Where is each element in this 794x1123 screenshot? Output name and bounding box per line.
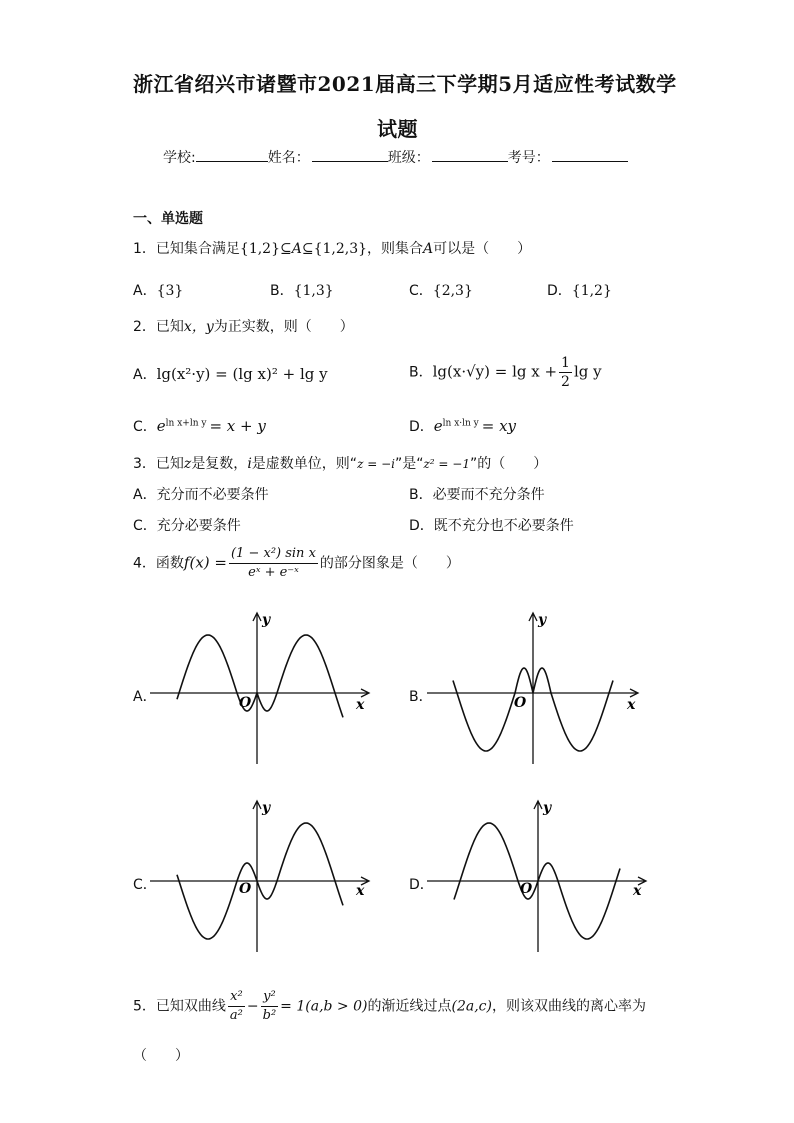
frac-numerator: (1 − x²) sin x	[229, 545, 318, 564]
q1-subset-symbol-2: ⊆	[301, 241, 314, 257]
info-line	[163, 147, 628, 167]
q5-point: (2a,c)	[451, 998, 492, 1015]
q4-prefix: 4．函数	[133, 555, 184, 572]
q5-equation-rhs: = 1(a,b > 0)	[280, 998, 368, 1015]
option-text: {1,3}	[293, 283, 334, 299]
q2-option-b[interactable]	[409, 354, 602, 391]
q4-fraction	[229, 545, 318, 582]
q3-condition-2: z² = −1	[423, 457, 470, 471]
q3-var-z: z	[183, 456, 192, 472]
option-text: {3}	[156, 283, 184, 299]
x-label: x	[356, 883, 365, 899]
q3-part: 是复数，	[191, 456, 248, 472]
option-text: 必要而不充分条件	[432, 487, 545, 503]
option-math-rhs: = x + y	[209, 417, 266, 435]
graph-a[interactable]	[150, 606, 375, 766]
origin-label: O	[239, 881, 252, 897]
exp-base: e	[156, 417, 166, 435]
q5-answer-paren: （ ）	[133, 1048, 189, 1064]
q2-option-d[interactable]	[409, 416, 516, 436]
q2-stem	[133, 316, 354, 336]
q5-prefix: 5．已知双曲线	[133, 998, 226, 1015]
q2-prefix: 2．已知	[133, 319, 184, 335]
option-text: {1,2}	[571, 283, 612, 299]
q4-function-name: f(x) =	[183, 553, 227, 572]
graph-b[interactable]	[427, 606, 652, 766]
graph-b-label[interactable]: B．	[409, 689, 433, 705]
q1-var-a-2: A	[423, 241, 434, 257]
option-label: C．	[133, 518, 157, 534]
option-math-rhs: lg y	[573, 362, 602, 381]
q3-condition-1: z = −i	[357, 457, 395, 471]
option-math-rhs: = xy	[481, 417, 517, 435]
name-blank[interactable]	[312, 147, 388, 162]
q2-option-a[interactable]	[133, 364, 328, 384]
option-label: B．	[270, 283, 294, 299]
minus-sign: −	[246, 998, 259, 1015]
q1-option-d[interactable]	[547, 280, 612, 300]
q1-prefix: 1．已知集合满足	[133, 241, 240, 257]
graph-d[interactable]	[427, 794, 652, 954]
class-label: 班级：	[387, 150, 430, 166]
frac-numerator: 1	[561, 355, 570, 371]
option-label: B．	[409, 487, 433, 503]
origin-label: O	[239, 695, 252, 711]
q2-option-c[interactable]	[133, 416, 266, 436]
q1-option-b[interactable]	[270, 280, 334, 300]
exam-no-label: 考号：	[507, 150, 550, 166]
q3-part: 3．已知	[133, 456, 184, 472]
q4-end: 的部分图象是（ ）	[319, 555, 460, 572]
q3-option-b[interactable]	[409, 484, 545, 504]
q3-part: 是虚数单位，则“	[251, 456, 358, 472]
option-label: C．	[133, 419, 157, 435]
y-label: y	[543, 800, 552, 816]
q1-suffix: ，则集合	[367, 241, 424, 257]
option-math: lg(x²·y) = (lg x)² + lg y	[156, 365, 328, 383]
q3-option-d[interactable]	[409, 515, 574, 535]
frac-numerator: x²	[228, 988, 245, 1007]
q1-subset-symbol: ⊆	[280, 241, 292, 257]
option-label: D．	[547, 283, 572, 299]
option-text: 既不充分也不必要条件	[433, 518, 574, 534]
q1-option-c[interactable]	[409, 280, 473, 300]
option-label: D．	[409, 518, 434, 534]
graph-c[interactable]	[150, 794, 375, 954]
x-label: x	[356, 697, 365, 713]
option-label: C．	[409, 283, 433, 299]
exp-superscript: ln x+ln y	[165, 418, 207, 429]
q1-var-a: A	[291, 241, 302, 257]
q5-fraction-y	[261, 988, 279, 1025]
graph-a-label[interactable]: A．	[133, 689, 157, 705]
q3-var-i: i	[247, 456, 252, 472]
q3-part: ”的（ ）	[470, 456, 548, 472]
q5-mid: 的渐近线过点	[367, 998, 452, 1015]
frac-denominator: a²	[229, 1008, 243, 1023]
function-curve	[177, 635, 343, 717]
doc-title-line2: 试题	[377, 117, 418, 141]
option-label: D．	[409, 419, 434, 435]
frac-denominator: eˣ + e⁻ˣ	[248, 565, 299, 580]
exp-base: e	[433, 417, 443, 435]
option-text: 充分而不必要条件	[156, 487, 269, 503]
graph-c-label[interactable]: C．	[133, 877, 157, 893]
q2-end: 为正实数，则（ ）	[213, 319, 354, 335]
exam-no-blank[interactable]	[552, 147, 628, 162]
q3-stem	[133, 453, 547, 473]
q1-set2: {1,2,3}	[313, 241, 368, 257]
doc-title-line1: 浙江省绍兴市诸暨市2021届高三下学期5月适应性考试数学	[133, 72, 677, 96]
q5-fraction-x	[228, 988, 245, 1025]
y-label: y	[538, 612, 547, 628]
q3-option-c[interactable]	[133, 515, 241, 535]
q2-vars: x，y	[183, 319, 214, 335]
origin-label: O	[520, 881, 533, 897]
frac-denominator: 2	[561, 374, 570, 390]
q3-part: ”是“	[394, 456, 424, 472]
graph-d-label[interactable]: D．	[409, 877, 434, 893]
origin-label: O	[514, 695, 527, 711]
q5-stem	[133, 988, 646, 1025]
option-label: A．	[133, 487, 157, 503]
option-label: B．	[409, 364, 433, 381]
class-blank[interactable]	[432, 147, 508, 162]
q1-stem	[133, 238, 531, 258]
y-label: y	[262, 800, 271, 816]
option-text: {2,3}	[432, 283, 473, 299]
x-label: x	[627, 697, 636, 713]
option-math-lhs: lg(x·√y) = lg x +	[432, 362, 558, 381]
exp-superscript: ln x·ln y	[442, 418, 479, 429]
q1-option-a[interactable]	[133, 280, 183, 300]
q1-end: 可以是（ ）	[433, 241, 532, 257]
q4-stem	[133, 545, 460, 582]
frac-numerator: y²	[261, 988, 279, 1007]
y-label: y	[262, 612, 271, 628]
q1-set1: {1,2}	[239, 241, 281, 257]
name-label: 姓名：	[267, 150, 310, 166]
section-heading: 一、单选题	[133, 211, 203, 227]
one-half-fraction	[559, 354, 572, 391]
option-text: 充分必要条件	[156, 518, 241, 534]
q5-end: ，则该双曲线的离心率为	[491, 998, 646, 1015]
option-label: A．	[133, 283, 157, 299]
school-blank[interactable]	[196, 147, 268, 162]
x-label: x	[633, 883, 642, 899]
frac-denominator: b²	[262, 1008, 277, 1023]
option-label: A．	[133, 367, 157, 383]
school-label: 学校:	[163, 150, 196, 166]
q3-option-a[interactable]	[133, 484, 269, 504]
